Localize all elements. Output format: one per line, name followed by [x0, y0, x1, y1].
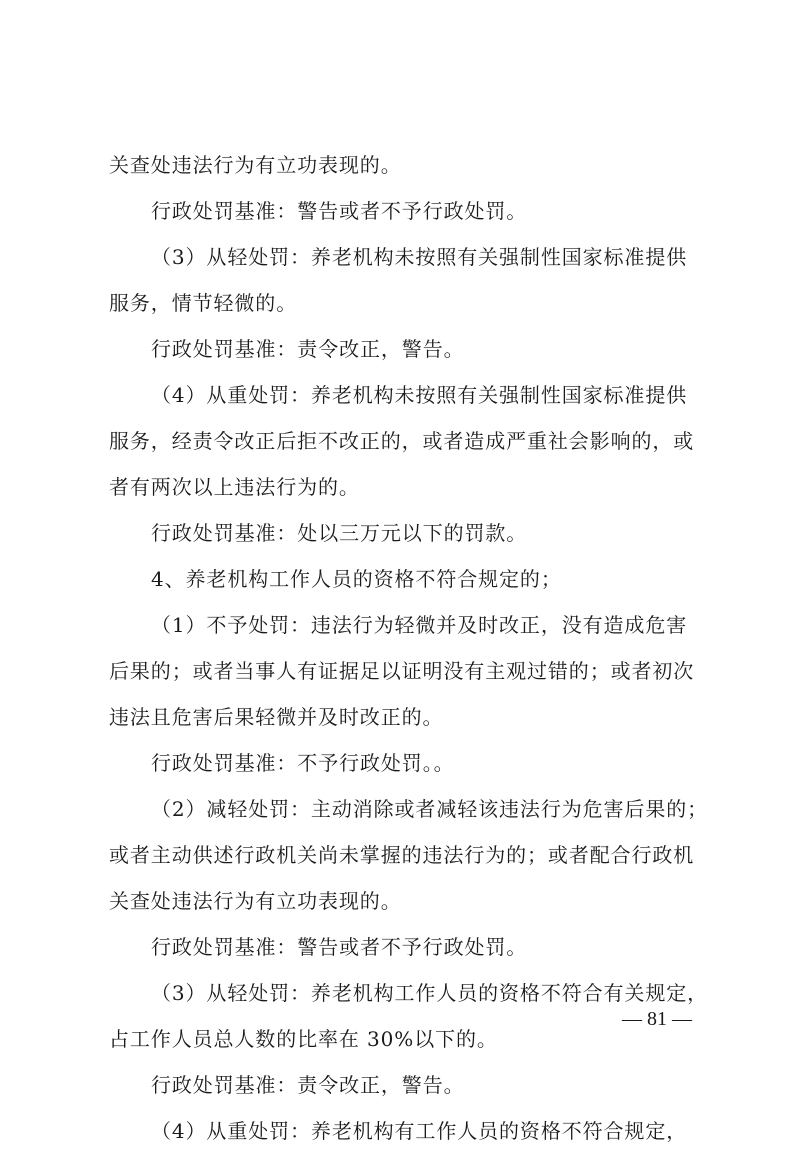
text-line-penalty-standard: 行政处罚基准：责令改正，警告。	[151, 1073, 465, 1097]
text-line-penalty-standard: 行政处罚基准：警告或者不予行政处罚。	[151, 199, 528, 223]
text-line-continuation: 关查处违法行为有立功表现的。	[109, 889, 402, 913]
text-line-continuation: 违法且危害后果轻微并及时改正的。	[109, 705, 444, 729]
text-line-penalty-standard: 行政处罚基准：责令改正，警告。	[151, 337, 465, 361]
text-line-continuation: 或者主动供述行政机关尚未掌握的违法行为的；或者配合行政机	[109, 843, 695, 867]
document-body	[109, 142, 709, 1154]
text-line-continuation: 占工作人员总人数的比率在 30%以下的。	[109, 1027, 498, 1051]
text-line-continuation: 关查处违法行为有立功表现的。	[109, 153, 402, 177]
text-line-continuation: 者有两次以上违法行为的。	[109, 475, 360, 499]
text-line-item: （4）从重处罚：养老机构有工作人员的资格不符合规定，	[151, 1119, 688, 1143]
section-heading: 4、养老机构工作人员的资格不符合规定的；	[151, 567, 562, 591]
text-line-item: （2）减轻处罚：主动消除或者减轻该违法行为危害后果的；	[151, 797, 709, 821]
text-line-continuation: 后果的；或者当事人有证据足以证明没有主观过错的；或者初次	[109, 659, 695, 683]
text-line-item: （1）不予处罚：违法行为轻微并及时改正，没有造成危害	[151, 613, 688, 637]
text-line-item: （3）从轻处罚：养老机构工作人员的资格不符合有关规定，	[151, 981, 709, 1005]
text-line-item: （4）从重处罚：养老机构未按照有关强制性国家标准提供	[151, 383, 688, 407]
text-line-penalty-standard: 行政处罚基准：不予行政处罚。。	[151, 751, 455, 775]
text-line-continuation: 服务，经责令改正后拒不改正的，或者造成严重社会影响的，或	[109, 429, 695, 453]
text-line-penalty-standard: 行政处罚基准：警告或者不予行政处罚。	[151, 935, 528, 959]
text-line-continuation: 服务，情节轻微的。	[109, 291, 298, 315]
text-line-penalty-standard: 行政处罚基准：处以三万元以下的罚款。	[151, 521, 528, 545]
text-line-item: （3）从轻处罚：养老机构未按照有关强制性国家标准提供	[151, 245, 688, 269]
page-number: — 81 —	[622, 1008, 692, 1030]
